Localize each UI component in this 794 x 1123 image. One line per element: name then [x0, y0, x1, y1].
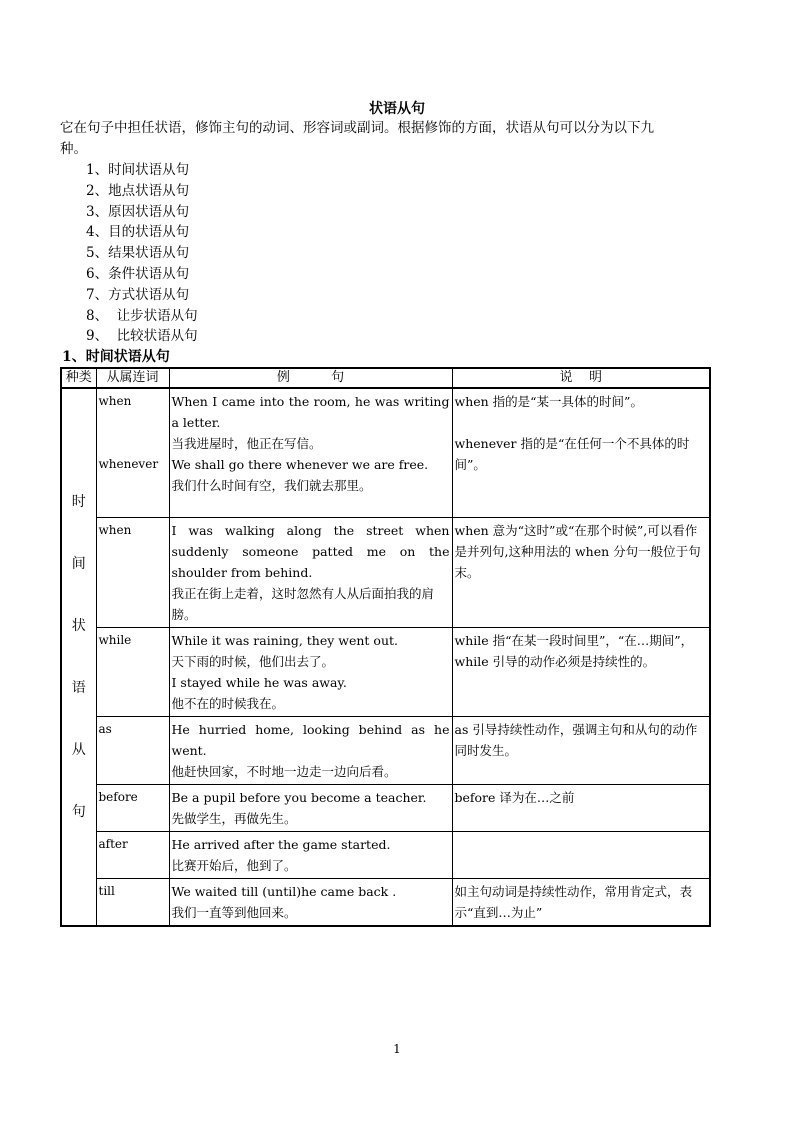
example-chinese: 天下雨的时候，他们出去了。 — [171, 653, 335, 669]
note-cell — [452, 878, 710, 926]
example-chinese: 先做学生，再做先生。 — [171, 810, 297, 826]
table-row — [61, 716, 710, 784]
note-cell — [452, 831, 710, 878]
example-chinese: 比赛开始后，他到了。 — [171, 857, 297, 873]
list-item: 9、 比较状语从句 — [86, 328, 198, 345]
list-item: 1、时间状语从句 — [86, 162, 190, 178]
example-english: We shall go there whenever we are free. — [171, 457, 429, 472]
table-row — [61, 517, 710, 627]
conjunction: when — [98, 522, 132, 537]
example-chinese: 我们一直等到他回来。 — [171, 904, 297, 920]
conjunction: whenever — [98, 457, 159, 471]
kind-cell — [61, 388, 96, 926]
conjunction-cell — [96, 388, 169, 517]
kind-char: 状 — [71, 617, 86, 634]
example-chinese: 当我进屋时，他正在写信。 — [171, 436, 322, 451]
example-chinese: 他赶快回家，不时地一边走一边向后看。 — [171, 763, 397, 779]
example-chinese: 我正在街上走着，这时忽然有人从后面拍我的肩膀。 — [171, 585, 435, 622]
kind-char: 句 — [71, 803, 86, 820]
table-row — [61, 784, 710, 831]
conjunction-cell — [96, 517, 169, 627]
list-item: 7、方式状语从句 — [86, 286, 190, 303]
note-text: when 指的是“某一具体的时间”。 — [454, 394, 643, 409]
example-english: He hurried home, looking behind as he went. — [171, 721, 450, 758]
example-english: While it was raining, they went out. — [171, 632, 398, 648]
list-item: 5、结果状语从句 — [86, 245, 190, 262]
example-cell — [169, 831, 452, 878]
example-english: When I came into the room, he was writing a letter. — [171, 394, 450, 430]
kind-char: 间 — [71, 555, 86, 572]
example-cell — [169, 878, 452, 926]
note-text: 如主句动词是持续性动作，常用肯定式，表示“直到…为止” — [454, 883, 693, 920]
conjunction-cell — [96, 878, 169, 926]
conjunction: as — [98, 721, 112, 736]
example-chinese: 他不在的时候我在。 — [171, 695, 285, 711]
conjunction-cell — [96, 716, 169, 784]
list-item: 8、 让步状语从句 — [86, 307, 198, 324]
note-text: when 意为“这时”或“在那个时候”,可以看作是并列句,这种用法的 when 分句一般位于句末。 — [454, 522, 701, 580]
header-note: 说 明 — [452, 368, 710, 388]
table-row — [61, 627, 710, 716]
example-english: We waited till (until)he came back . — [171, 883, 397, 899]
time-clause-table — [60, 367, 711, 927]
example-cell — [169, 784, 452, 831]
note-cell — [452, 716, 710, 784]
table-header-row — [61, 368, 710, 388]
example-cell — [169, 388, 452, 517]
clause-type-list — [86, 160, 198, 347]
intro-paragraph: 它在句子中担任状语，修饰主句的动词、形容词或副词。根据修饰的方面，状语从句可以分为以下九种。 — [60, 120, 654, 157]
example-chinese: 我们什么时间有空，我们就去那里。 — [171, 478, 372, 493]
conjunction: after — [98, 836, 128, 851]
conjunction-cell — [96, 627, 169, 716]
header-example: 例 句 — [169, 368, 452, 388]
list-item: 4、目的状语从句 — [86, 224, 190, 241]
table-row — [61, 878, 710, 926]
example-english: I was walking along the street when suddenly someone patted me on the shoulder from behind. — [171, 522, 450, 580]
conjunction-cell — [96, 784, 169, 831]
list-item: 6、条件状语从句 — [86, 265, 190, 282]
note-text: as 引导持续性动作，强调主句和从句的动作同时发生。 — [454, 721, 698, 758]
page-title: 状语从句 — [369, 101, 425, 117]
list-item: 2、地点状语从句 — [86, 182, 190, 199]
conjunction-cell — [96, 831, 169, 878]
table-row — [61, 388, 710, 517]
note-text: whenever 指的是“在任何一个不具体的时间”。 — [454, 436, 690, 472]
note-text: before 译为在…之前 — [454, 789, 575, 805]
example-english: I stayed while he was away. — [171, 674, 347, 690]
note-cell — [452, 517, 710, 627]
note-cell — [452, 784, 710, 831]
note-text: while 指“在某一段时间里”，“在…期间”，while 引导的动作必须是持续性的。 — [454, 632, 694, 669]
example-cell — [169, 627, 452, 716]
page-number: 1 — [393, 1042, 401, 1056]
conjunction: till — [98, 883, 115, 898]
example-cell — [169, 716, 452, 784]
note-cell — [452, 627, 710, 716]
conjunction: while — [98, 632, 132, 647]
note-cell — [452, 388, 710, 517]
example-english: He arrived after the game started. — [171, 836, 391, 852]
header-conjunction: 从属连词 — [96, 368, 169, 388]
table-row — [61, 831, 710, 878]
kind-char: 从 — [71, 741, 86, 758]
conjunction: before — [98, 789, 138, 804]
header-kind: 种类 — [61, 368, 96, 388]
kind-char: 语 — [71, 679, 86, 696]
conjunction: when — [98, 394, 132, 408]
example-english: Be a pupil before you become a teacher. — [171, 789, 427, 805]
section-heading: 1、时间状语从句 — [62, 349, 170, 365]
example-cell — [169, 517, 452, 627]
kind-char: 时 — [71, 493, 86, 510]
list-item: 3、原因状语从句 — [86, 203, 190, 220]
